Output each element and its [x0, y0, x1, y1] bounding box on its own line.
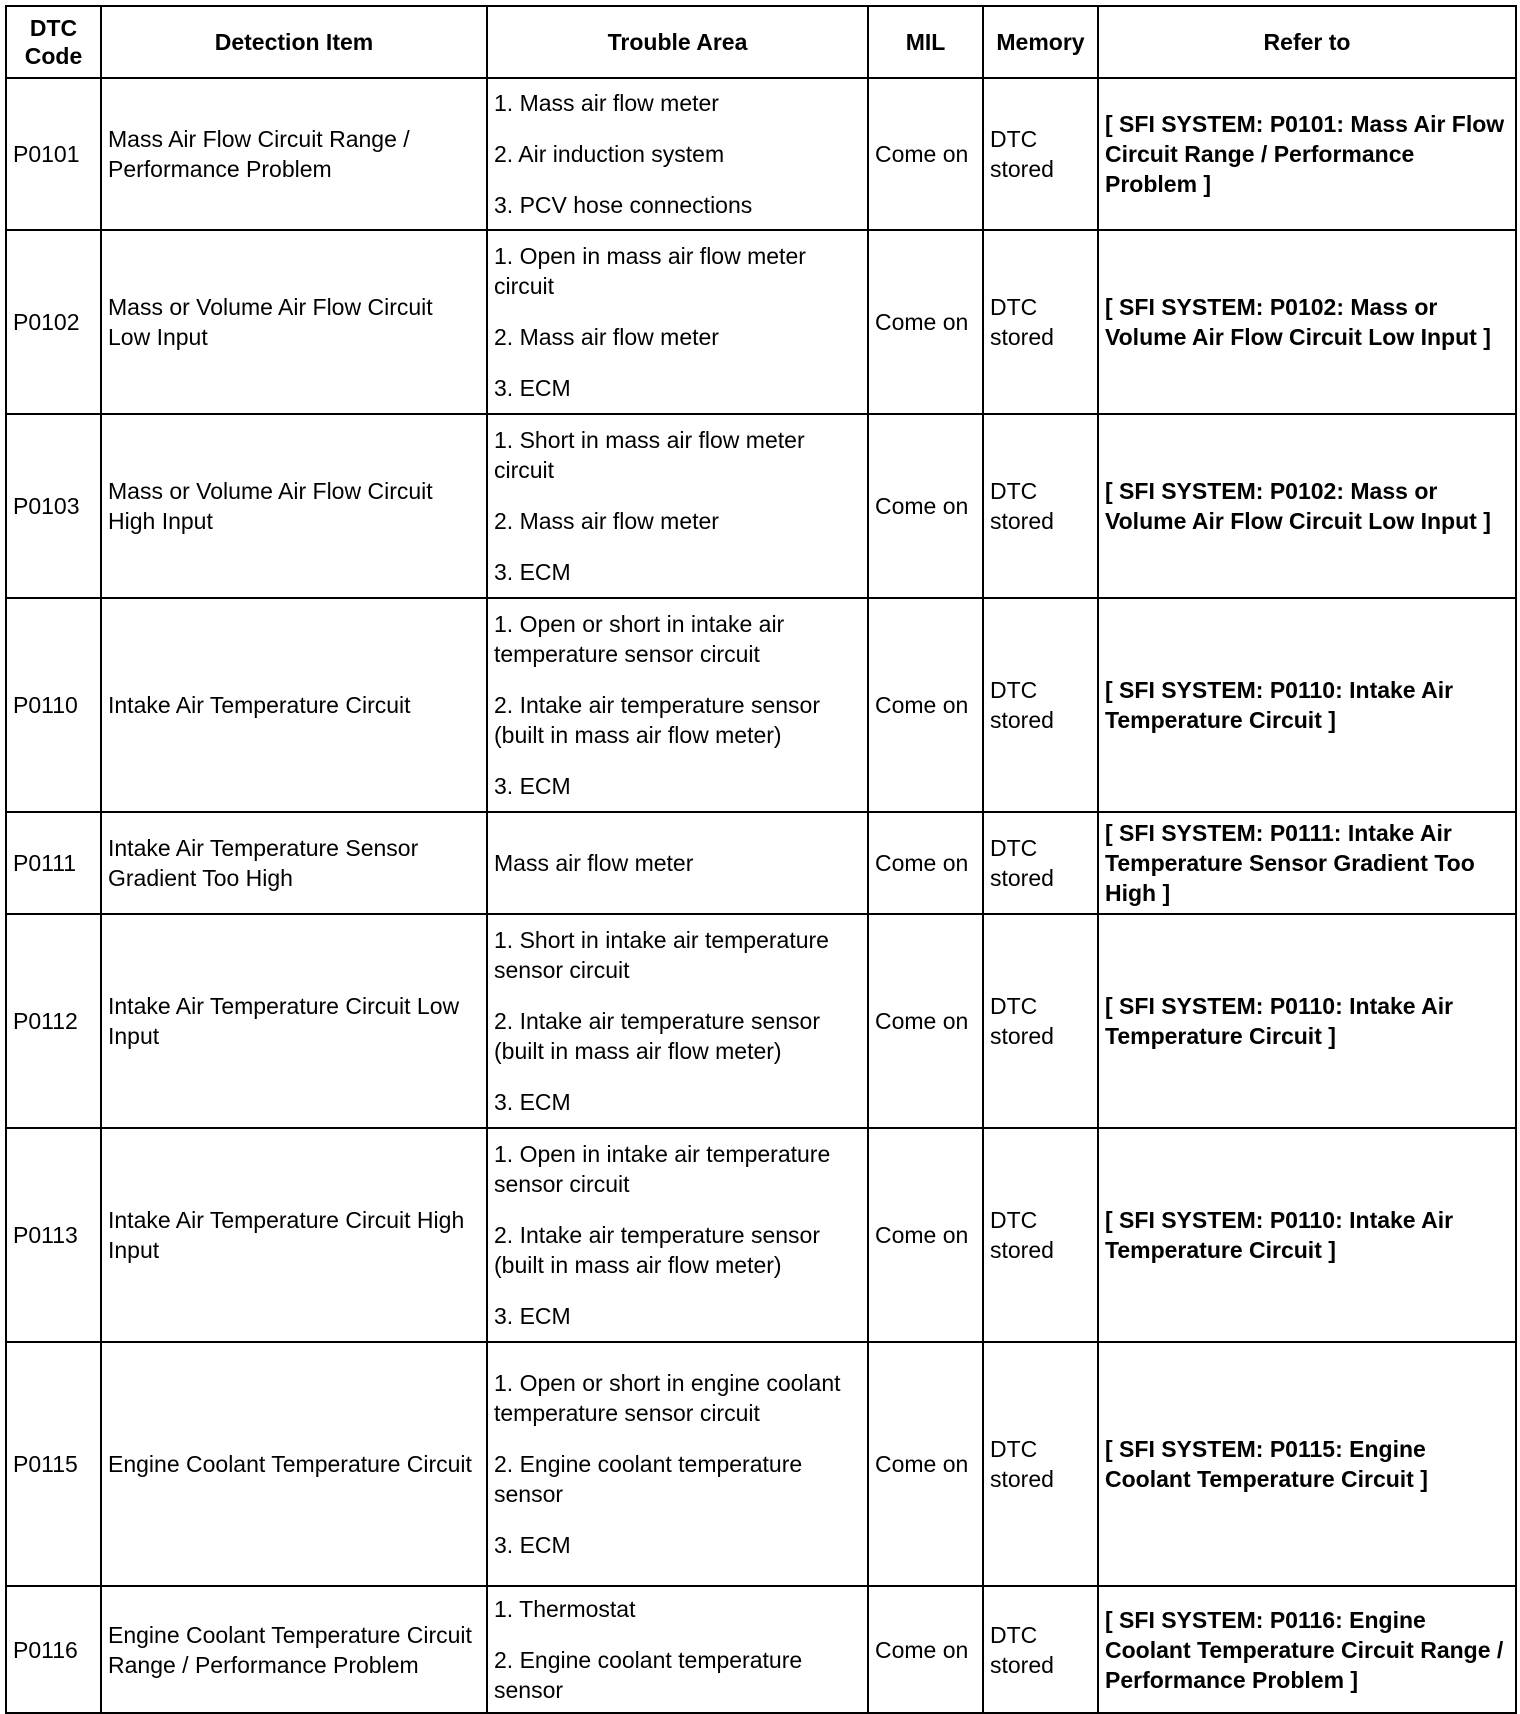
mil-cell: Come on — [868, 1586, 983, 1713]
table-row — [6, 230, 1516, 414]
memory-cell: DTC stored — [983, 1128, 1098, 1342]
trouble-area-item: 2. Engine coolant temperature sensor — [494, 1451, 803, 1507]
mil-cell: Come on — [868, 1128, 983, 1342]
trouble-area-cell — [487, 230, 868, 414]
table-row — [6, 598, 1516, 812]
trouble-area-item: 1. Open in mass air flow meter circuit — [494, 243, 806, 299]
trouble-area-item: 1. Open or short in engine coolant temperature sensor circuit — [494, 1370, 841, 1426]
trouble-area-cell — [487, 914, 868, 1128]
detection-item-cell: Engine Coolant Temperature Circuit — [101, 1342, 487, 1586]
detection-item-cell: Engine Coolant Temperature Circuit Range / Performance Problem — [101, 1586, 487, 1713]
refer-to-cell: [ SFI SYSTEM: P0115: Engine Coolant Temperature Circuit ] — [1098, 1342, 1516, 1586]
trouble-area-cell — [487, 414, 868, 598]
table-row — [6, 1586, 1516, 1713]
mil-cell: Come on — [868, 1342, 983, 1586]
memory-cell: DTC stored — [983, 812, 1098, 914]
trouble-area-cell — [487, 812, 868, 914]
trouble-area-cell — [487, 1586, 868, 1713]
dtc-code-cell: P0112 — [6, 914, 101, 1128]
trouble-area-item: 2. Mass air flow meter — [494, 324, 719, 350]
memory-cell: DTC stored — [983, 914, 1098, 1128]
header-refer-to: Refer to — [1098, 6, 1516, 78]
dtc-code-cell: P0102 — [6, 230, 101, 414]
mil-cell: Come on — [868, 812, 983, 914]
refer-to-cell: [ SFI SYSTEM: P0101: Mass Air Flow Circuit Range / Performance Problem ] — [1098, 78, 1516, 230]
refer-to-cell: [ SFI SYSTEM: P0110: Intake Air Temperature Circuit ] — [1098, 598, 1516, 812]
dtc-table — [5, 5, 1517, 1714]
memory-cell: DTC stored — [983, 414, 1098, 598]
refer-to-cell: [ SFI SYSTEM: P0116: Engine Coolant Temperature Circuit Range / Performance Problem ] — [1098, 1586, 1516, 1713]
detection-item-cell: Intake Air Temperature Circuit Low Input — [101, 914, 487, 1128]
detection-item-cell: Mass Air Flow Circuit Range / Performance Problem — [101, 78, 487, 230]
trouble-area-item: 3. PCV hose connections — [494, 192, 753, 218]
trouble-area-item: Mass air flow meter — [494, 850, 694, 876]
trouble-area-item: 3. ECM — [494, 1303, 571, 1329]
refer-to-cell: [ SFI SYSTEM: P0111: Intake Air Temperature Sensor Gradient Too High ] — [1098, 812, 1516, 914]
dtc-code-cell: P0111 — [6, 812, 101, 914]
memory-cell: DTC stored — [983, 598, 1098, 812]
mil-cell: Come on — [868, 78, 983, 230]
dtc-code-cell: P0113 — [6, 1128, 101, 1342]
header-memory: Memory — [983, 6, 1098, 78]
trouble-area-item: 3. ECM — [494, 773, 571, 799]
dtc-table-container — [5, 5, 1517, 1714]
trouble-area-item: 1. Short in mass air flow meter circuit — [494, 427, 805, 483]
detection-item-cell: Mass or Volume Air Flow Circuit High Input — [101, 414, 487, 598]
table-row — [6, 1128, 1516, 1342]
trouble-area-item: 3. ECM — [494, 375, 571, 401]
memory-cell: DTC stored — [983, 78, 1098, 230]
header-detection-item: Detection Item — [101, 6, 487, 78]
mil-cell: Come on — [868, 414, 983, 598]
trouble-area-item: 2. Intake air temperature sensor (built in mass air flow meter) — [494, 1222, 820, 1278]
trouble-area-item: 3. ECM — [494, 559, 571, 585]
trouble-area-cell — [487, 78, 868, 230]
mil-cell: Come on — [868, 598, 983, 812]
table-row — [6, 914, 1516, 1128]
trouble-area-item: 2. Intake air temperature sensor (built in mass air flow meter) — [494, 1008, 820, 1064]
trouble-area-cell — [487, 1342, 868, 1586]
detection-item-cell: Intake Air Temperature Sensor Gradient Too High — [101, 812, 487, 914]
trouble-area-item: 2. Air induction system — [494, 141, 725, 167]
trouble-area-item: 1. Open or short in intake air temperature sensor circuit — [494, 611, 785, 667]
dtc-code-cell: P0103 — [6, 414, 101, 598]
header-dtc-code: DTC Code — [6, 6, 101, 78]
detection-item-cell: Intake Air Temperature Circuit — [101, 598, 487, 812]
table-row — [6, 1342, 1516, 1586]
header-row — [6, 6, 1516, 78]
header-mil: MIL — [868, 6, 983, 78]
dtc-code-cell: P0115 — [6, 1342, 101, 1586]
dtc-code-cell: P0110 — [6, 598, 101, 812]
refer-to-cell: [ SFI SYSTEM: P0102: Mass or Volume Air Flow Circuit Low Input ] — [1098, 230, 1516, 414]
dtc-code-cell: P0116 — [6, 1586, 101, 1713]
trouble-area-item: 2. Intake air temperature sensor (built in mass air flow meter) — [494, 692, 820, 748]
table-row — [6, 812, 1516, 914]
detection-item-cell: Intake Air Temperature Circuit High Input — [101, 1128, 487, 1342]
trouble-area-item: 1. Open in intake air temperature sensor circuit — [494, 1141, 831, 1197]
trouble-area-item: 3. ECM — [494, 1089, 571, 1115]
memory-cell: DTC stored — [983, 230, 1098, 414]
trouble-area-item: 2. Engine coolant temperature sensor — [494, 1647, 803, 1703]
trouble-area-item: 3. ECM — [494, 1532, 571, 1558]
trouble-area-cell — [487, 1128, 868, 1342]
refer-to-cell: [ SFI SYSTEM: P0110: Intake Air Temperature Circuit ] — [1098, 1128, 1516, 1342]
memory-cell: DTC stored — [983, 1586, 1098, 1713]
table-row — [6, 414, 1516, 598]
mil-cell: Come on — [868, 914, 983, 1128]
refer-to-cell: [ SFI SYSTEM: P0110: Intake Air Temperature Circuit ] — [1098, 914, 1516, 1128]
trouble-area-item: 2. Mass air flow meter — [494, 508, 719, 534]
memory-cell: DTC stored — [983, 1342, 1098, 1586]
dtc-code-cell: P0101 — [6, 78, 101, 230]
trouble-area-item: 1. Short in intake air temperature sensor circuit — [494, 927, 829, 983]
detection-item-cell: Mass or Volume Air Flow Circuit Low Input — [101, 230, 487, 414]
trouble-area-item: 1. Mass air flow meter — [494, 90, 719, 116]
table-row — [6, 78, 1516, 230]
trouble-area-item: 1. Thermostat — [494, 1596, 636, 1622]
trouble-area-cell — [487, 598, 868, 812]
header-trouble-area: Trouble Area — [487, 6, 868, 78]
refer-to-cell: [ SFI SYSTEM: P0102: Mass or Volume Air Flow Circuit Low Input ] — [1098, 414, 1516, 598]
mil-cell: Come on — [868, 230, 983, 414]
